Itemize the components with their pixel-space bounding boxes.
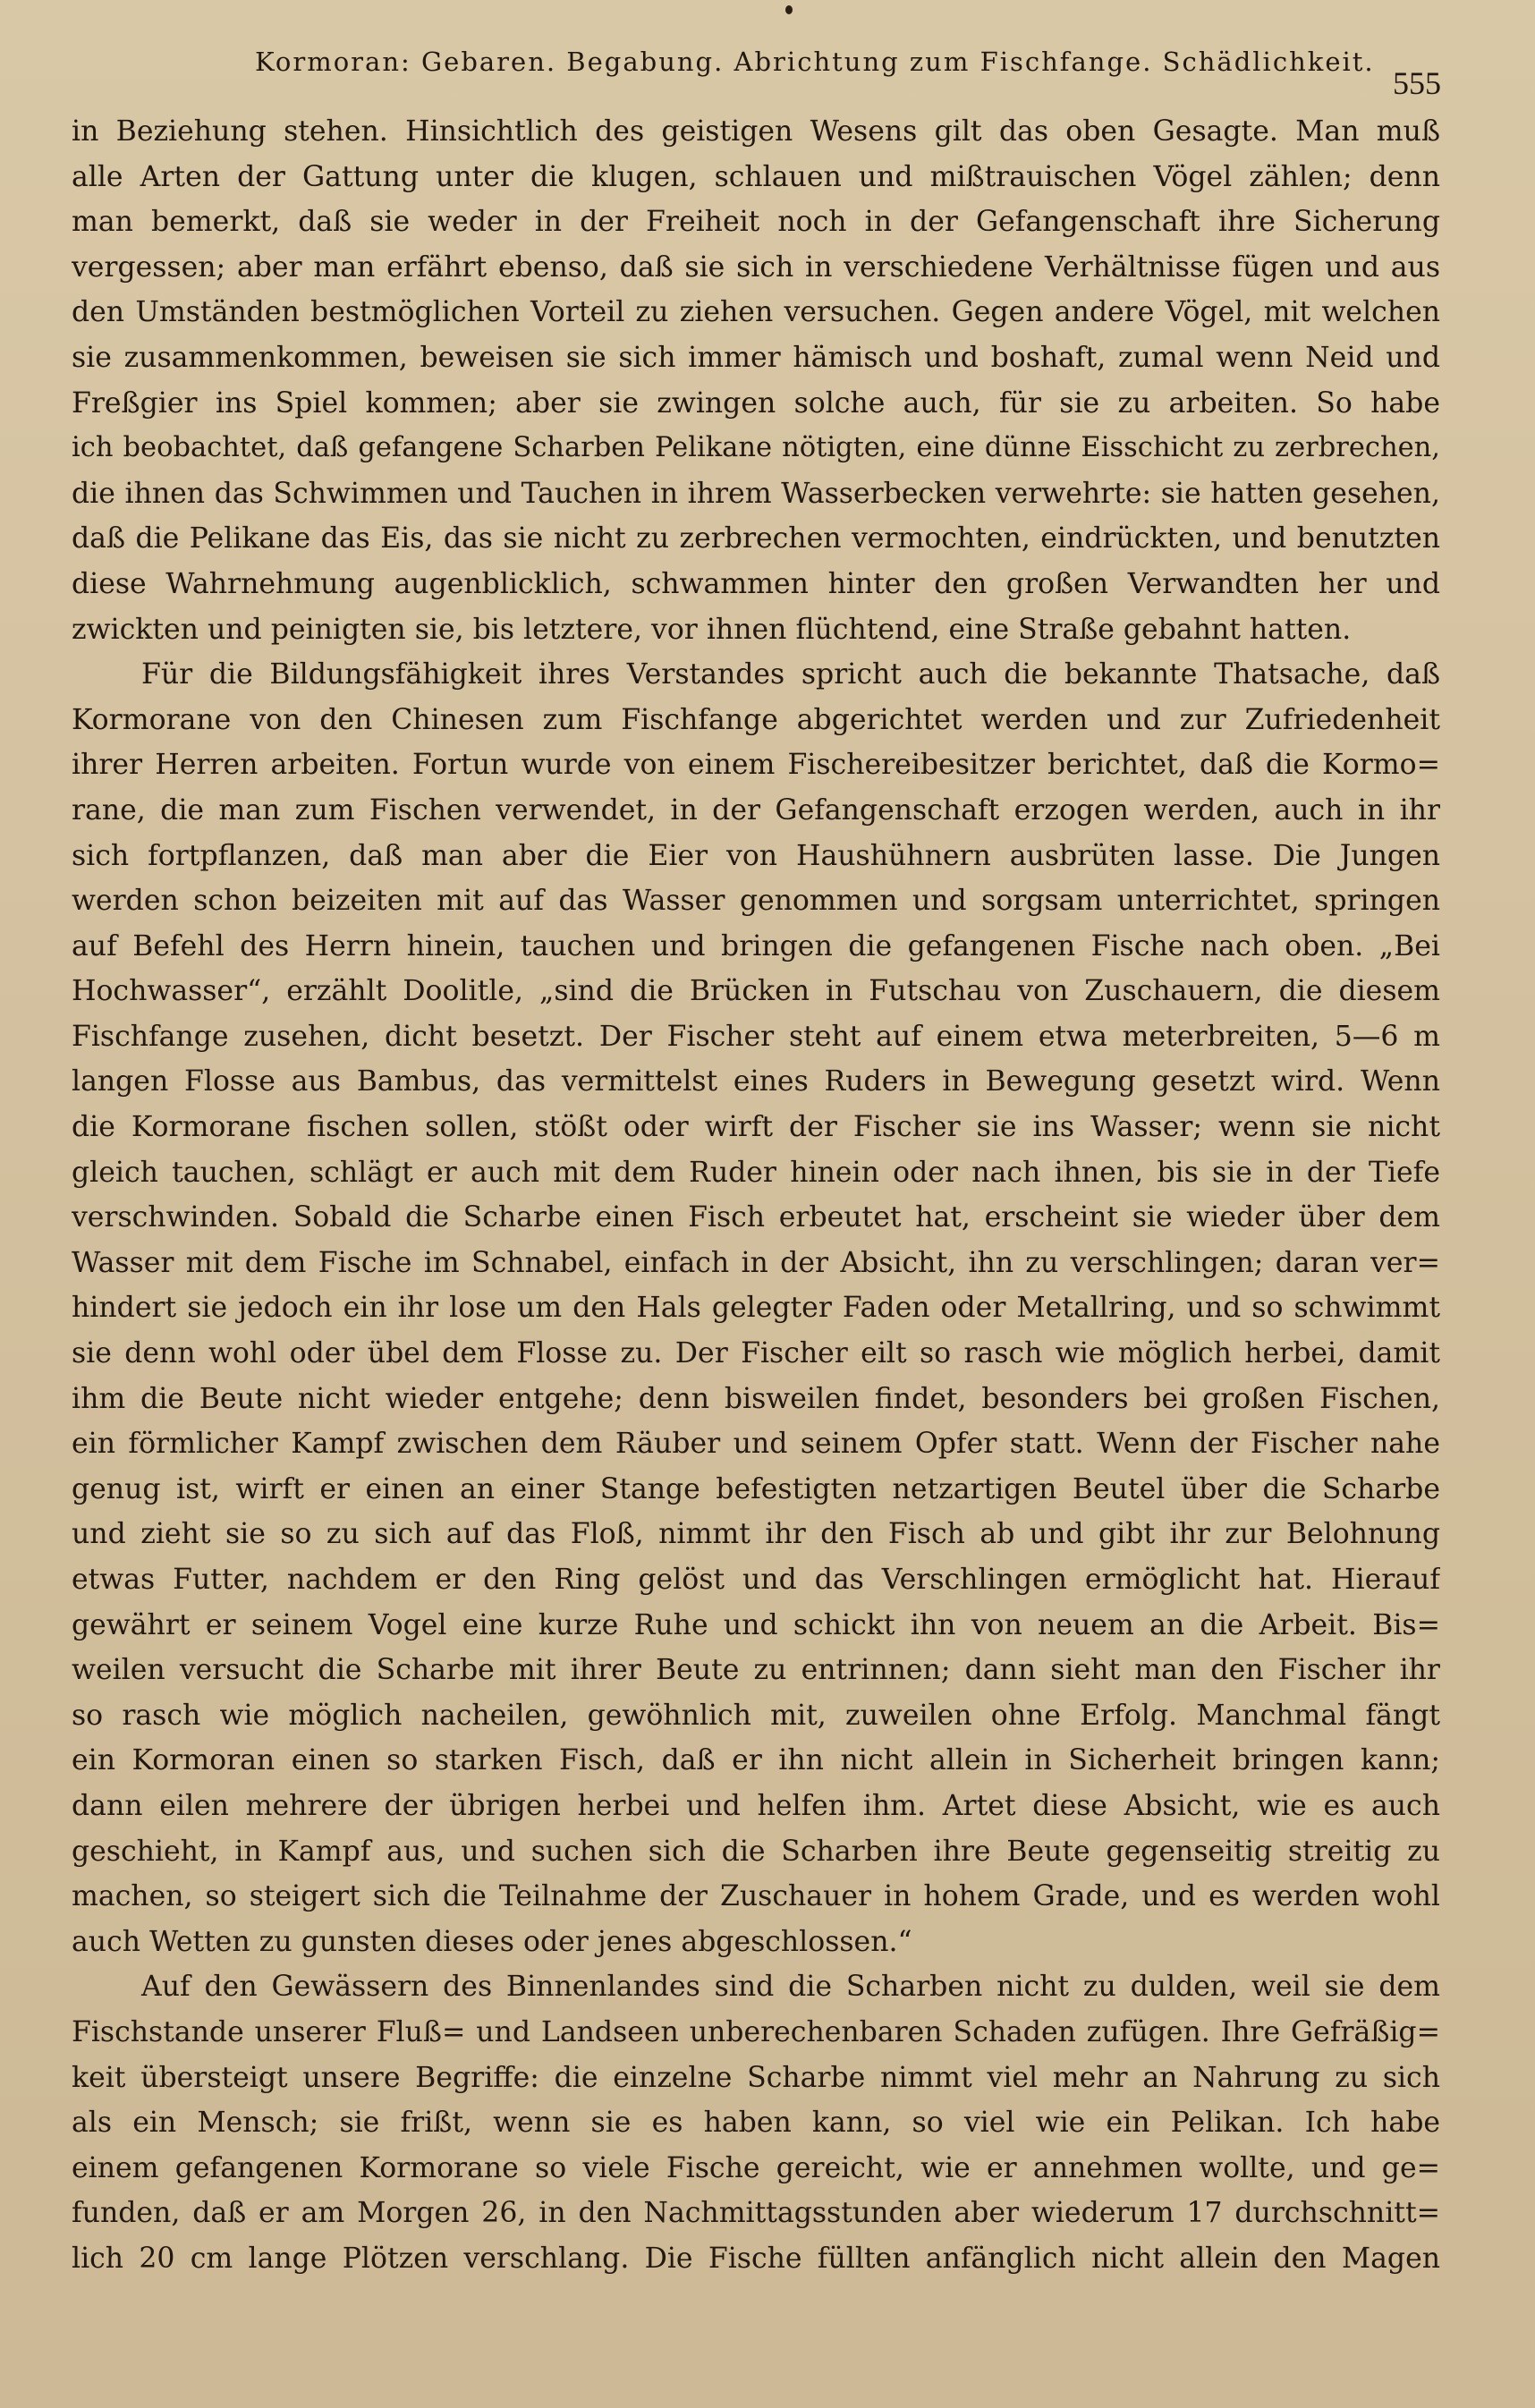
text-line: genug ist, wirft er einen an einer Stange befestigten netzartigen Beutel über die Scharbe: [72, 1472, 1440, 1505]
text-line: die ihnen das Schwimmen und Tauchen in ihrem Wasserbecken verwehrte: sie hatten gesehen,: [72, 477, 1440, 510]
text-line: Fischstande unserer Fluß= und Landseen unberechenbaren Schaden zufügen. Ihre Gefräßig=: [72, 2015, 1440, 2048]
text-line: alle Arten der Gattung unter die klugen, schlauen und mißtrauischen Vögel zählen; denn: [72, 160, 1440, 193]
text-line: Hochwasser“, erzählt Doolitle, „sind die Brücken in Futschau von Zuschauern, die diesem: [72, 975, 1440, 1008]
text-line: keit übersteigt unsere Begriffe: die einzelne Scharbe nimmt viel mehr an Nahrung zu sich: [72, 2061, 1440, 2094]
text-line: vergessen; aber man erfährt ebenso, daß sie sich in verschiedene Verhältnisse fügen und aus: [72, 250, 1440, 284]
text-line: so rasch wie möglich nacheilen, gewöhnlich mit, zuweilen ohne Erfolg. Manchmal fängt: [72, 1699, 1440, 1732]
text-line: als ein Mensch; sie frißt, wenn sie es haben kann, so viel wie ein Pelikan. Ich habe: [72, 2107, 1440, 2140]
text-line: diese Wahrnehmung augenblicklich, schwammen hinter den großen Verwandten her und: [72, 567, 1440, 600]
text-line: den Umständen bestmöglichen Vorteil zu ziehen versuchen. Gegen andere Vögel, mit welchen: [72, 296, 1440, 329]
text-line: gleich tauchen, schlägt er auch mit dem Ruder hinein oder nach ihnen, bis sie in der Tiefe: [72, 1156, 1440, 1189]
text-line: funden, daß er am Morgen 26, in den Nachmittagsstunden aber wiederum 17 durchschnitt=: [72, 2197, 1440, 2230]
text-line: werden schon beizeiten mit auf das Wasser genommen und sorgsam unterrichtet, springen: [72, 885, 1440, 918]
text-line: machen, so steigert sich die Teilnahme der Zuschauer in hohem Grade, und es werden wohl: [72, 1880, 1440, 1913]
text-line: verschwinden. Sobald die Scharbe einen Fisch erbeutet hat, erscheint sie wieder über dem: [72, 1201, 1440, 1234]
text-line: Für die Bildungsfähigkeit ihres Verstandes spricht auch die bekannte Thatsache, daß: [141, 658, 1440, 691]
text-line: Freßgier ins Spiel kommen; aber sie zwingen solche auch, für sie zu arbeiten. So habe: [72, 386, 1440, 420]
text-line: zwickten und peinigten sie, bis letztere, vor ihnen flüchtend, eine Straße gebahnt hatten.: [72, 613, 1352, 646]
text-line: Fischfange zusehen, dicht besetzt. Der Fischer steht auf einem etwa meterbreiten, 5—6 m: [72, 1020, 1440, 1053]
text-line: ihm die Beute nicht wieder entgehe; denn bisweilen findet, besonders bei großen Fischen,: [72, 1382, 1440, 1415]
text-line: man bemerkt, daß sie weder in der Freiheit noch in der Gefangenschaft ihre Sicherung: [72, 206, 1440, 239]
text-line: sie denn wohl oder übel dem Flosse zu. Der Fischer eilt so rasch wie möglich herbei, damit: [72, 1337, 1440, 1370]
running-title: Kormoran: Gebaren. Begabung. Abrichtung zum Fischfange. Schädlichkeit.: [255, 47, 1375, 77]
text-line: sie zusammenkommen, beweisen sie sich immer hämisch und boshaft, zumal wenn Neid und: [72, 341, 1440, 374]
text-line: die Kormorane fischen sollen, stößt oder wirft der Fischer sie ins Wasser; wenn sie nicht: [72, 1111, 1440, 1144]
text-line: ihrer Herren arbeiten. Fortun wurde von einem Fischereibesitzer berichtet, daß die Kormo=: [72, 749, 1440, 782]
text-line: weilen versucht die Scharbe mit ihrer Beute zu entrinnen; dann sieht man den Fischer ihr: [72, 1654, 1440, 1687]
text-line: und zieht sie so zu sich auf das Floß, nimmt ihr den Fisch ab und gibt ihr zur Belohnung: [72, 1518, 1440, 1551]
text-line: daß die Pelikane das Eis, das sie nicht zu zerbrechen vermochten, eindrückten, und benutzten: [72, 522, 1440, 555]
text-line: dann eilen mehrere der übrigen herbei und helfen ihm. Artet diese Absicht, wie es auch: [72, 1789, 1440, 1822]
text-line: rane, die man zum Fischen verwendet, in der Gefangenschaft erzogen werden, auch in ihr: [72, 793, 1440, 827]
text-line: Kormorane von den Chinesen zum Fischfange abgerichtet werden und zur Zufriedenheit: [72, 703, 1440, 736]
text-line: hindert sie jedoch ein ihr lose um den Hals gelegter Faden oder Metallring, und so schwimmt: [72, 1292, 1440, 1325]
text-line: lich 20 cm lange Plötzen verschlang. Die Fische füllten anfänglich nicht allein den Magen: [72, 2242, 1440, 2275]
text-line: auf Befehl des Herrn hinein, tauchen und bringen die gefangenen Fische nach oben. „Bei: [72, 929, 1440, 962]
text-line: geschieht, in Kampf aus, und suchen sich die Scharben ihre Beute gegenseitig streitig zu: [72, 1835, 1440, 1868]
text-line: auch Wetten zu gunsten dieses oder jenes abgeschlossen.“: [72, 1925, 912, 1958]
text-line: sich fortpflanzen, daß man aber die Eier von Haushühnern ausbrüten lasse. Die Jungen: [72, 839, 1440, 872]
text-line: ich beobachtet, daß gefangene Scharben Pelikane nötigten, eine dünne Eisschicht zu zerbrechen,: [72, 432, 1440, 464]
text-line: einem gefangenen Kormorane so viele Fische gereicht, wie er annehmen wollte, und ge=: [72, 2151, 1440, 2184]
text-line: langen Flosse aus Bambus, das vermittelst eines Ruders in Bewegung gesetzt wird. Wenn: [72, 1065, 1440, 1098]
text-line: ein Kormoran einen so starken Fisch, daß er ihn nicht allein in Sicherheit bringen kann;: [72, 1744, 1440, 1777]
text-line: ein förmlicher Kampf zwischen dem Räuber und seinem Opfer statt. Wenn der Fischer nahe: [72, 1428, 1440, 1461]
text-line: etwas Futter, nachdem er den Ring gelöst und das Verschlingen ermöglicht hat. Hierauf: [72, 1564, 1440, 1596]
page-number: 555: [1393, 65, 1441, 101]
text-line: in Beziehung stehen. Hinsichtlich des geistigen Wesens gilt das oben Gesagte. Man muß: [72, 115, 1440, 148]
text-line: Wasser mit dem Fische im Schnabel, einfach in der Absicht, ihn zu verschlingen; daran ver=: [72, 1246, 1440, 1279]
body-text: [72, 109, 1440, 2282]
text-line: gewährt er seinem Vogel eine kurze Ruhe und schickt ihn von neuem an die Arbeit. Bis=: [72, 1608, 1440, 1641]
ink-speck: [785, 5, 793, 14]
text-line: Auf den Gewässern des Binnenlandes sind die Scharben nicht zu dulden, weil sie dem: [141, 1971, 1440, 2004]
